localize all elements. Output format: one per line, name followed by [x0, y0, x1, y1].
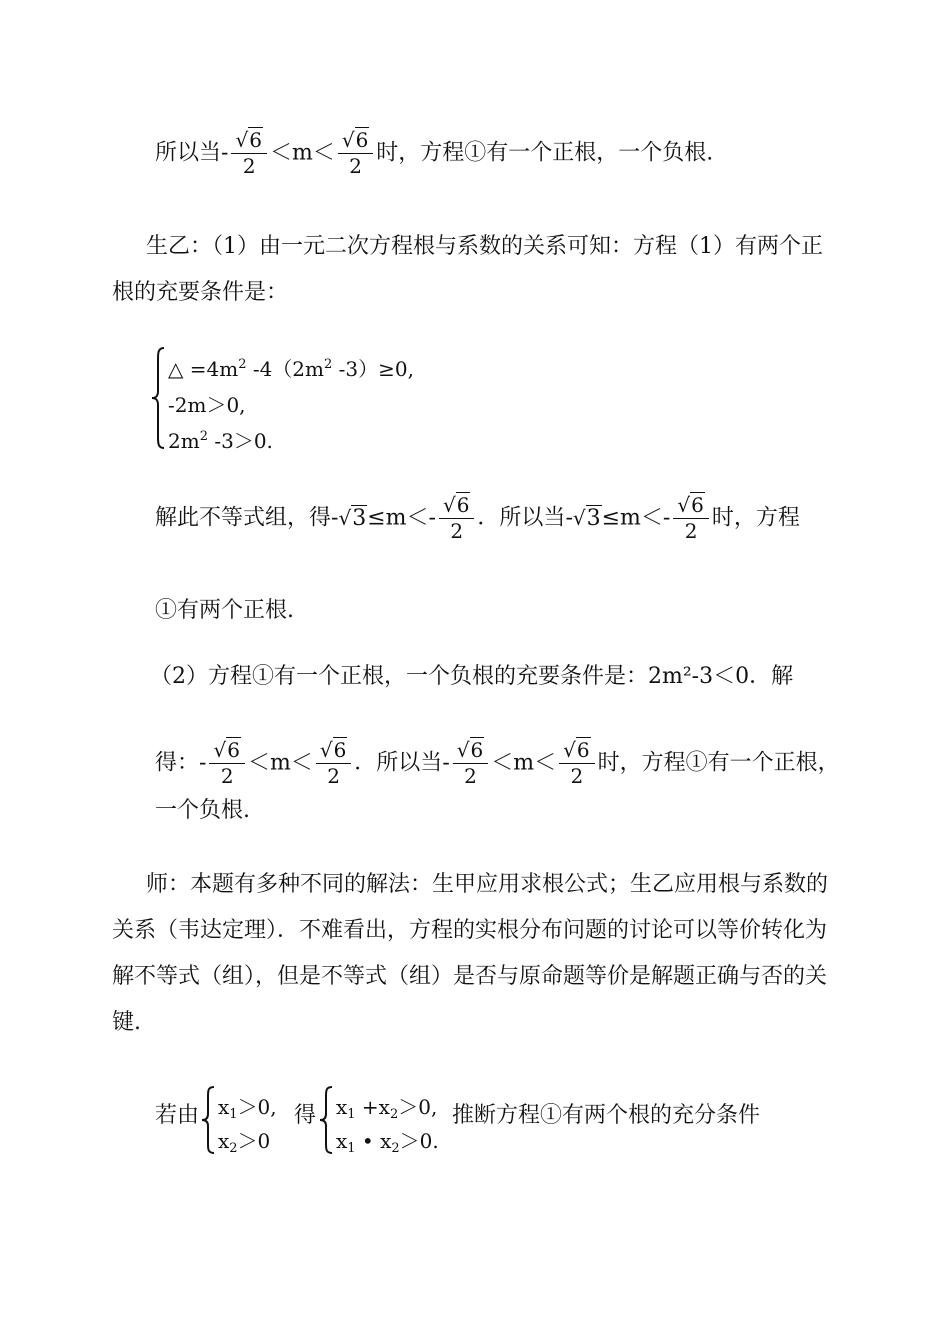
paragraph-teacher: 师：本题有多种不同的解法：生甲应用求根公式；生乙应用根与系数的 关系（韦达定理）．不难看出，方程的实根分布问题的讨论可以等价转化为 解不等式（组），但是不等式（组）是否与原命题等价是解题正确与否的关 键. — [112, 872, 829, 1035]
inequality-system-1 — [150, 345, 470, 451]
inequality-system-3: $x_1 +x_2>0$, $x_1$ • $x_2>0$. — [318, 1085, 458, 1155]
inequality-system-2: $x_1>0$, $x_2>0$ — [200, 1085, 300, 1155]
line-de-2: 一个负根. — [155, 798, 250, 823]
fraction: $\frac{√6}{2}$ — [439, 495, 474, 542]
left-brace — [318, 1085, 336, 1155]
line-two-roots: ①有两个正根. — [155, 598, 294, 623]
line-1: 所以当- $\frac{√6}{2}$ ＜m＜ $\frac{√6}{2}$ 时，方程①有一个正根，一个负根. — [155, 128, 714, 178]
left-brace — [200, 1085, 218, 1155]
last-line-suffix: 推断方程①有两个根的充分条件 — [452, 1103, 761, 1128]
fraction: $\frac{√6}{2}$ — [559, 740, 594, 787]
system-row: $2m^2$ -3＞0. — [168, 429, 273, 453]
system-row: -2m＞0, — [168, 393, 246, 417]
text: 所以当 — [155, 140, 222, 166]
fraction: $\frac{√6}{2}$ — [209, 740, 244, 787]
fraction: $\frac{√6}{2}$ — [338, 130, 373, 177]
system-row: △ $=4m^2$ $-4(2m^2$ -3）≥0, — [168, 357, 414, 381]
line-de: 得：- $\frac{√6}{2}$ ＜m＜ $\frac{√6}{2}$ ．所以当- $\frac{√6}{2}$ ＜m＜ $\frac{√6}{2}$ 时，方程①有一个正根， — [155, 738, 840, 788]
line-2: （2）方程①有一个正根，一个负根的充要条件是：2m²-3＜0．解 — [150, 664, 794, 689]
left-brace — [150, 345, 168, 451]
fraction: $\frac{√6}{2}$ — [453, 740, 488, 787]
paragraph-sheng-yi: 生乙：（1）由一元二次方程根与系数的关系可知：方程（1）有两个正 根的充要条件是： — [112, 234, 823, 305]
fraction: $\frac{√6}{2}$ — [673, 495, 708, 542]
fraction: $\frac{√6}{2}$ — [231, 130, 266, 177]
line-solve: 解此不等式组，得-√3≤m＜- $\frac{√6}{2}$ ．所以当-√3≤m＜- $\frac{√6}{2}$ 时，方程 — [155, 493, 800, 543]
fraction: $\frac{√6}{2}$ — [316, 740, 351, 787]
last-line-prefix: 若由 — [155, 1103, 200, 1128]
last-line-de: 得 — [294, 1103, 317, 1128]
